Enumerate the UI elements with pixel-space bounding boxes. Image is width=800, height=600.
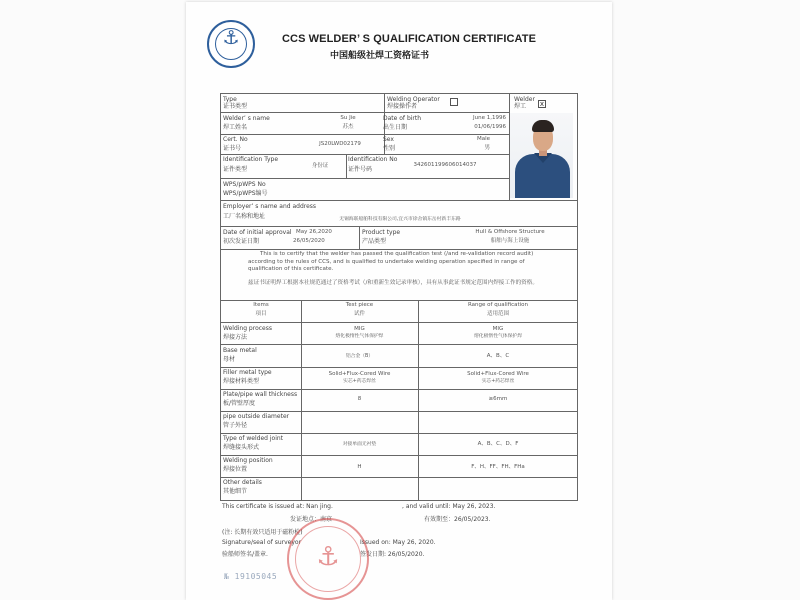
cert-no-label: Cert. No — [223, 136, 248, 143]
test-piece-value: 对接单面无衬垫 — [342, 442, 377, 447]
items-header-zh: 项目 — [255, 311, 267, 317]
note-text: (注: 长期有效只适用于磁粉检) — [222, 529, 303, 536]
row-label: Welding process — [223, 325, 272, 332]
range-value: A、B、C、D、F — [477, 441, 519, 447]
row-label-zh: 焊缝接头形式 — [223, 444, 260, 451]
range-value: ≥6mm — [488, 396, 508, 402]
cert-no-label-zh: 证书号 — [223, 145, 242, 152]
range-value: F、H、FF、FH、FHa — [471, 464, 525, 470]
initial-approval-value: May 26,2020 — [296, 229, 332, 235]
certificate-title-en: CCS WELDER’ S QUALIFICATION CERTIFICATE — [282, 33, 537, 45]
row-label: Welding position — [223, 457, 273, 464]
cert-no-value: JS20LWD02179 — [319, 141, 361, 147]
test-piece-value-2: 熔化极惰性气体保护焊 — [335, 334, 384, 339]
test-piece-header: Test piece — [345, 302, 374, 308]
wps-label: WPS/pWPS No — [223, 181, 266, 188]
range-value-2: 实芯+药芯焊丝 — [481, 379, 515, 384]
row-label: Type of welded joint — [223, 435, 284, 442]
row-label-zh: 板/管壁厚度 — [223, 400, 256, 407]
employer-label: Employer’ s name and address — [223, 203, 317, 210]
row-label: Base metal — [223, 347, 257, 354]
range-value: A、B、C — [486, 353, 510, 359]
issued-at-text-zh: 发证地点：南京 — [290, 516, 333, 523]
row-label: Plate/pipe wall thickness — [223, 391, 298, 398]
test-piece-value: 8 — [357, 396, 362, 402]
sex-label: Sex — [383, 136, 394, 143]
welding-operator-checkbox — [450, 98, 458, 106]
product-type-label: Product type — [362, 229, 401, 236]
valid-until-text-zh: 有效期至：26/05/2023. — [424, 516, 491, 523]
ccs-logo-icon: ⚓ — [207, 20, 255, 68]
row-label-zh: 焊接位置 — [223, 466, 248, 473]
row-label: pipe outside diameter — [223, 413, 290, 420]
range-value: Solid+Flux-Cored Wire — [467, 371, 529, 377]
issued-at-text: This certificate is issued at: Nan jing. — [222, 503, 333, 510]
range-value-2: 熔化极惰性气体保护焊 — [474, 334, 522, 339]
initial-approval-label-zh: 初次发证日期 — [223, 238, 260, 245]
initial-approval-label: Date of initial approval — [223, 229, 292, 236]
valid-until-text: , and valid until: May 26, 2023. — [402, 503, 496, 510]
dob-value: June 1,1996 — [473, 115, 506, 121]
serial-number: № 19105045 — [224, 572, 278, 581]
dob-value-zh: 01/06/1996 — [474, 124, 506, 130]
welder-checkbox: x — [539, 100, 545, 108]
row-label-zh: 焊接方法 — [223, 334, 248, 341]
sex-label-zh: 性别 — [383, 145, 396, 152]
test-piece-value: Solid+Flux-Cored Wire — [328, 371, 391, 377]
id-no-value: 342601199606014037 — [413, 162, 477, 168]
welder-label-zh: 焊工 — [514, 103, 527, 110]
red-seal-stamp: ⚓ — [287, 518, 369, 600]
range-value: MIG — [492, 326, 504, 332]
row-label-zh: 母材 — [223, 356, 236, 363]
sex-value-zh: 男 — [484, 145, 490, 151]
row-label-zh: 焊接材料类型 — [223, 378, 260, 385]
product-type-value: Hull & Offshore Structure — [475, 229, 545, 235]
welder-name-label: Welder’ s name — [223, 115, 270, 122]
welding-operator-label-zh: 焊接操作者 — [387, 103, 418, 110]
test-piece-value: MIG — [354, 326, 365, 332]
id-type-label-zh: 证件类型 — [223, 166, 248, 173]
items-header: Items — [253, 302, 269, 308]
dob-label-zh: 出生日期 — [383, 124, 408, 131]
test-piece-header-zh: 试件 — [353, 311, 365, 317]
range-header-zh: 适用范围 — [486, 311, 509, 317]
signature-label: Signature/seal of surveyor — [222, 539, 302, 546]
test-piece-value: 铝合金（B） — [345, 354, 374, 359]
welder-name-label-zh: 焊工姓名 — [223, 124, 248, 131]
issued-on-text: Issued on: May 26, 2020. — [360, 539, 436, 546]
row-label: Filler metal type — [223, 369, 272, 376]
welding-operator-label: Welding Operator — [387, 96, 440, 103]
test-piece-value: H — [357, 464, 362, 470]
row-label: Other details — [223, 479, 262, 486]
initial-approval-value-zh: 26/05/2020 — [293, 238, 325, 244]
employer-label-zh: 工厂名称和地址 — [223, 213, 266, 220]
welder-name-value: Su Jie — [340, 115, 356, 121]
range-header: Range of qualification — [467, 302, 529, 308]
id-no-label: Identification No — [348, 156, 398, 163]
statement-zh: 兹证书证明焊工根据本社规范通过了资格考试（/和重新生效记录审核），具有从事此证书规定范围内焊接工作的资格。 — [248, 280, 538, 286]
issued-on-text-zh: 签发日期: 26/05/2020. — [360, 551, 425, 558]
signature-label-zh: 验船师签名/盖章. — [222, 551, 268, 558]
row-label-zh: 管子外径 — [223, 422, 248, 429]
dob-label: Date of birth — [383, 115, 422, 122]
certificate-title-zh: 中国船级社焊工资格证书 — [330, 51, 430, 61]
id-no-label-zh: 证件号码 — [348, 166, 373, 173]
type-label: Type — [223, 96, 237, 103]
test-piece-value-2: 实芯+药芯焊丝 — [343, 379, 376, 384]
welder-label: Welder — [514, 96, 535, 103]
welder-photo — [510, 113, 573, 198]
wps-label-zh: WPS/pWPS编号 — [223, 190, 268, 197]
row-label-zh: 其他细节 — [223, 488, 248, 495]
sex-value: Male — [476, 136, 490, 142]
product-type-value-zh: 船舶与海上设施 — [490, 238, 530, 244]
welder-name-value-zh: 苏杰 — [342, 124, 354, 130]
employer-value: 无锡海联船舶科技有限公司,宜兴市徐舍镇东岳村新丰东路 — [339, 217, 461, 222]
statement-en: This is to certify that the welder has passed the qualification test (/and re-validation record audit) according to the rules of CCS, and is qualified to undertake welding operation specified in range of qualification of this certificate. — [248, 251, 534, 273]
id-type-label: Identification Type — [223, 156, 279, 163]
product-type-label-zh: 产品类型 — [362, 238, 387, 245]
type-label-zh: 证书类型 — [223, 103, 248, 110]
id-type-value: 身份证 — [311, 163, 329, 169]
certificate-page — [186, 2, 612, 600]
